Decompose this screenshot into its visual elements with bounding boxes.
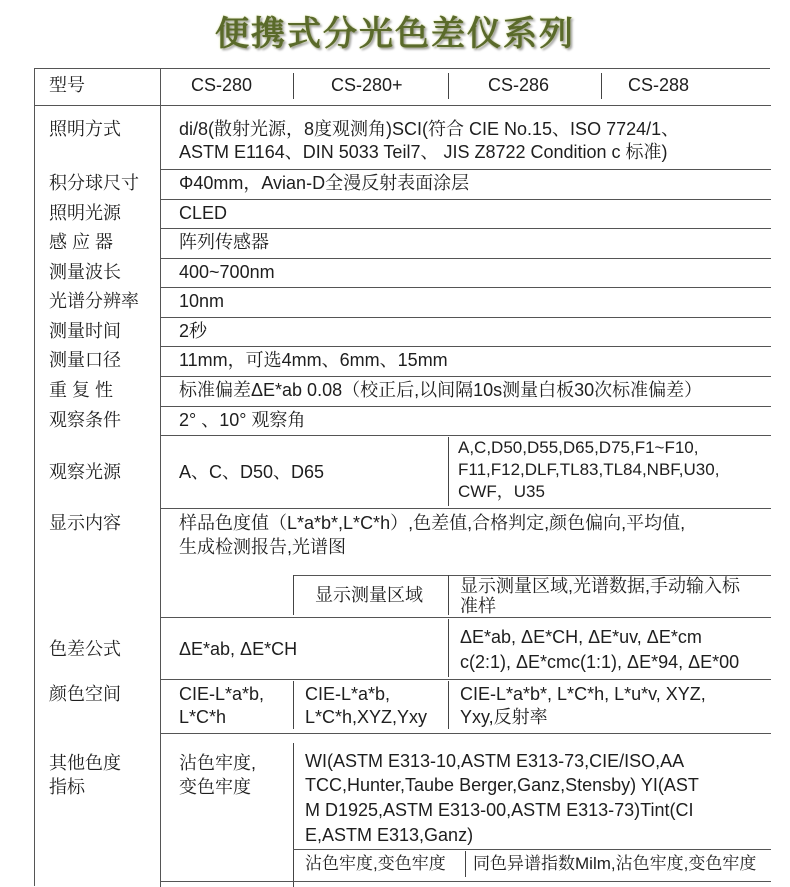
row-divider [160,258,771,259]
other-full-line4: E,ASTM E313,Ganz) [305,825,474,845]
space-c-line1: CIE-L*a*b*, L*C*h, L*u*v, XYZ, [460,684,706,704]
row-divider [160,508,771,509]
row-divider [35,105,771,106]
column-divider [448,575,449,615]
illuminants-full-line1: A,C,D50,D55,D65,D75,F1~F10, [458,438,699,457]
row-divider [160,881,771,882]
illuminants-basic: A、C、D50、D65 [179,462,325,482]
model-cs280: CS-280 [191,75,253,95]
display-area-full-line1: 显示测量区域,光谱数据,手动输入标 [460,576,741,596]
column-divider [293,681,294,729]
row-divider [160,406,771,407]
display-line2: 生成检测报告,光谱图 [179,537,347,557]
row-divider [160,376,771,377]
light-source-value: CLED [179,203,228,223]
other-sub1: 沾色牢度,变色牢度 [305,854,446,873]
display-area: 显示测量区域 [315,585,423,605]
row-divider [293,849,771,850]
observer-value: 2° 、10° 观察角 [179,410,306,430]
wavelength-value: 400~700nm [179,262,275,282]
space-a-line2: L*C*h [179,707,227,727]
space-b-line1: CIE-L*a*b, [305,684,391,704]
wavelength-label: 测量波长 [49,262,121,282]
row-divider [160,169,771,170]
page-title: 便携式分光色差仪系列 [215,14,575,54]
column-divider [293,575,294,615]
other-basic-line2: 变色牢度 [179,777,251,797]
other-full-line2: TCC,Hunter,Taube Berger,Ganz,Stensby) YI(AST [305,775,699,795]
space-a-line1: CIE-L*a*b, [179,684,265,704]
repeat-value: 标准偏差ΔE*ab 0.08（校正后,以间隔10s测量白板30次标准偏差） [179,380,703,400]
other-sub2: 同色异谱指数Milm,沾色牢度,变色牢度 [473,854,757,873]
row-divider [160,679,771,680]
model-cs286: CS-286 [488,75,550,95]
illum-method-line1: di/8(散射光源，8度观测角)SCI(符合 CIE No.15、ISO 7724/1、 [179,119,680,139]
row-divider [160,228,771,229]
model-cs288: CS-288 [628,75,690,95]
spec-table [34,68,770,886]
illuminants-full-line2: F11,F12,DLF,TL83,TL84,NBF,U30, [458,460,720,479]
other-basic-line1: 沾色牢度, [179,753,257,773]
space-c-line2: Yxy,反射率 [460,707,548,727]
sphere-value: Φ40mm，Avian-D全漫反射表面涂层 [179,173,470,193]
formula-full-line1: ΔE*ab, ΔE*CH, ΔE*uv, ΔE*cm [460,627,702,647]
illum-method-label: 照明方式 [49,119,121,139]
header-divider [448,73,449,99]
space-b-line2: L*C*h,XYZ,Yxy [305,707,428,727]
row-divider [160,287,771,288]
light-source-label: 照明光源 [49,203,121,223]
resolution-value: 10nm [179,291,225,311]
row-divider [160,346,771,347]
other-label-line2: 指标 [49,777,85,797]
display-line1: 样品色度值（L*a*b*,L*C*h）,色差值,合格判定,颜色偏向,平均值, [179,513,686,533]
model-label: 型号 [49,75,85,95]
time-label: 测量时间 [49,321,121,341]
sphere-label: 积分球尺寸 [49,173,139,193]
header-divider [601,73,602,99]
aperture-label: 测量口径 [49,350,121,370]
formula-label: 色差公式 [49,639,121,659]
resolution-label: 光谱分辨率 [49,291,139,311]
illum-method-line2: ASTM E1164、DIN 5033 Teil7、 JIS Z8722 Condition c 标准) [179,142,668,162]
row-divider [160,617,771,618]
column-divider [448,619,449,677]
row-divider [160,435,771,436]
formula-basic: ΔE*ab, ΔE*CH [179,639,298,659]
observer-label: 观察条件 [49,410,121,430]
row-divider [160,199,771,200]
formula-full-line2: c(2:1), ΔE*cmc(1:1), ΔE*94, ΔE*00 [460,652,740,672]
illuminants-label: 观察光源 [49,462,121,482]
column-divider [293,743,294,887]
column-divider [465,851,466,877]
display-label: 显示内容 [49,513,121,533]
title-banner [0,0,790,60]
label-column-divider [160,69,161,887]
sensor-label: 感 应 器 [49,232,114,252]
column-divider [448,437,449,506]
space-label: 颜色空间 [49,684,121,704]
illuminants-full-line3: CWF，U35 [458,482,545,501]
time-value: 2秒 [179,321,208,341]
repeat-label: 重 复 性 [49,380,114,400]
aperture-value: 11mm，可选4mm、6mm、15mm [179,350,448,370]
sensor-value: 阵列传感器 [179,232,269,252]
other-full-line3: M D1925,ASTM E313-00,ASTM E313-73)Tint(CI [305,800,694,820]
row-divider [160,733,771,734]
other-full-line1: WI(ASTM E313-10,ASTM E313-73,CIE/ISO,AA [305,751,685,771]
column-divider [448,681,449,729]
display-area-full-line2: 准样 [460,596,496,616]
header-divider [293,73,294,99]
model-cs280plus: CS-280+ [331,75,403,95]
row-divider [160,317,771,318]
other-label-line1: 其他色度 [49,753,121,773]
